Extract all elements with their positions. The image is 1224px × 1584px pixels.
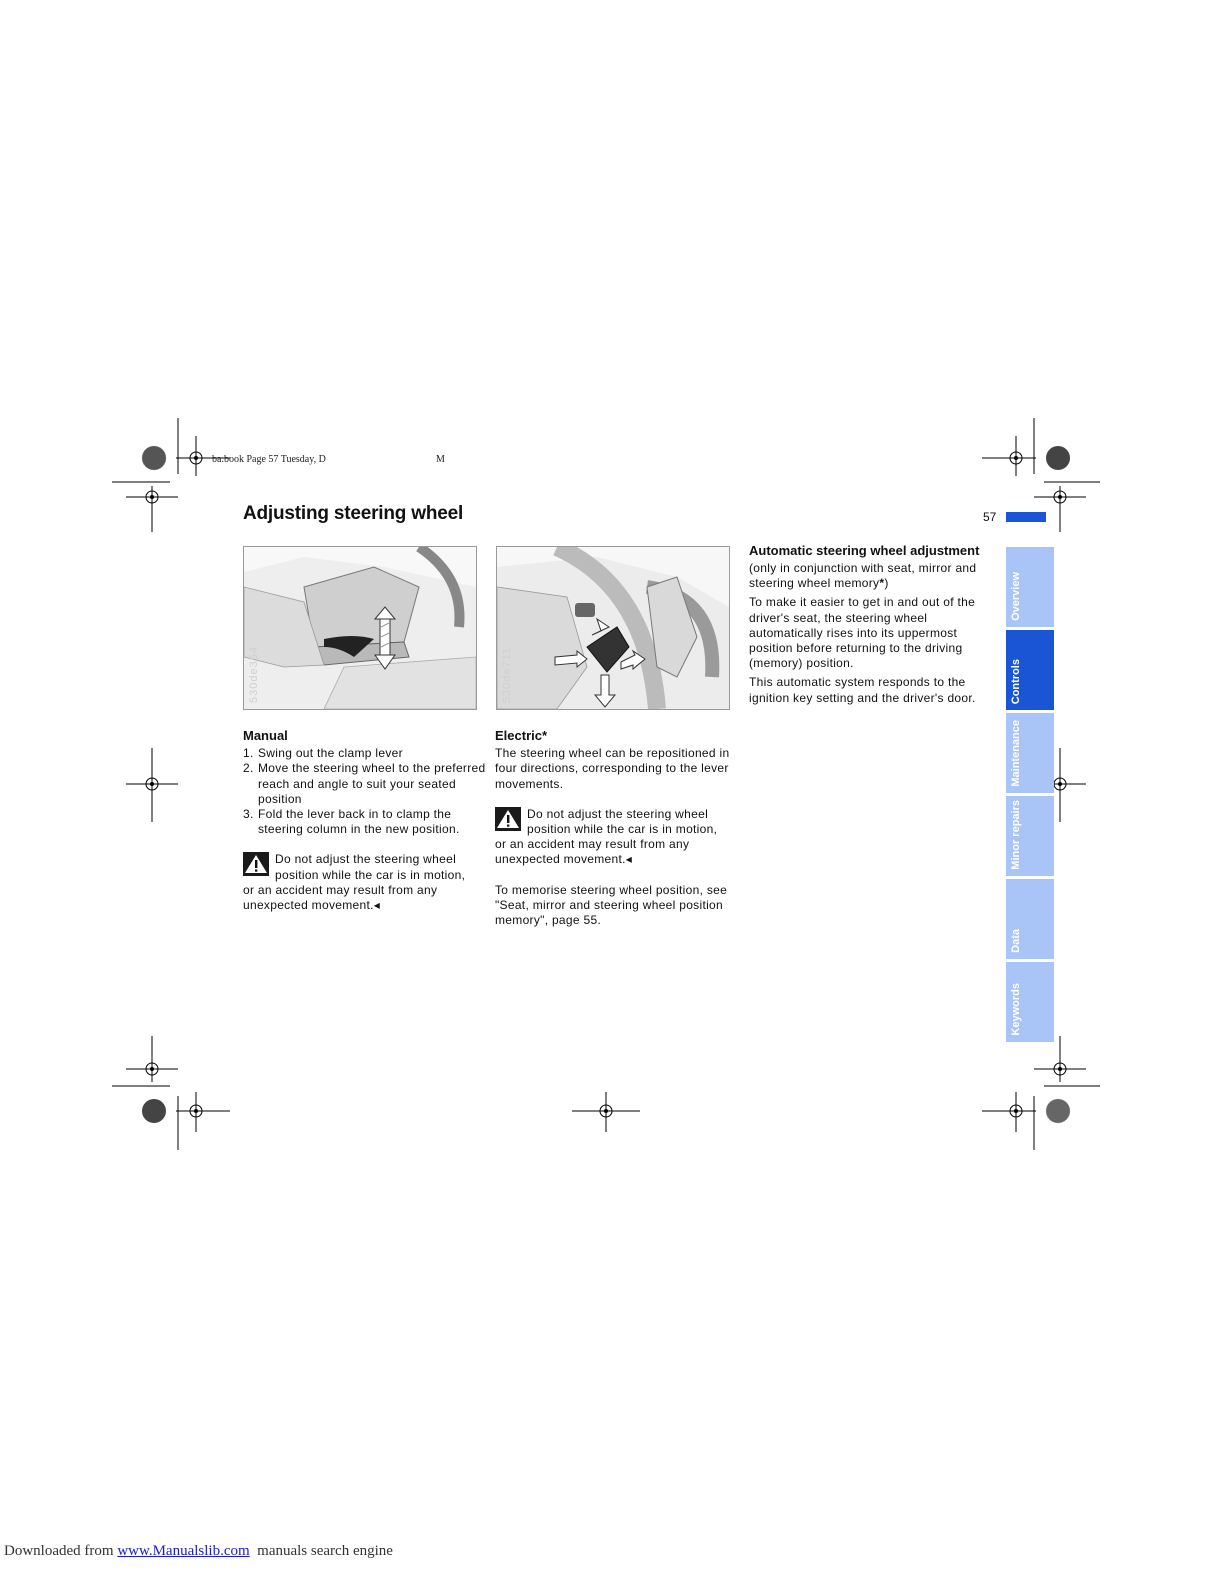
tab-data[interactable] [1006,879,1054,959]
automatic-note [749,561,989,591]
download-footer [4,1543,393,1560]
print-header-info: ba.book Page 57 Tuesday, D [212,454,326,465]
manualslib-link[interactable]: www.Manualslib.com [117,1543,250,1559]
warning-icon [243,852,269,876]
step-number: 2. [243,761,254,776]
warning-text-rest: or an accident may result from any unexpected movement. [495,837,690,867]
list-item [243,746,488,761]
warning-icon [495,807,521,831]
end-mark: ◂ [625,852,633,867]
list-item [243,761,488,807]
list-item [243,807,488,837]
tab-maintenance[interactable] [1006,713,1054,793]
tab-label: Maintenance [1010,720,1022,787]
step-number: 1. [243,746,254,761]
page-number-bar [1006,512,1046,522]
page-number: 57 [983,510,997,524]
electric-warning [495,807,740,868]
optional-star: * [541,728,548,743]
figure-code: 530de354 [248,646,260,703]
tab-label: Controls [1010,658,1022,704]
note-text: (only in conjunction with seat, mirror and steering wheel memory [749,561,977,591]
manual-section [243,728,488,913]
tab-keywords[interactable] [1006,962,1054,1042]
electric-lever-illustration [497,547,729,709]
note-close: ) [884,576,889,591]
step-text: Swing out the clamp lever [258,746,403,761]
tab-controls[interactable] [1006,630,1054,710]
footer-suffix: manuals search engine [249,1543,393,1559]
manual-lever-illustration [244,547,476,709]
footer-prefix: Downloaded from [4,1543,118,1559]
automatic-heading: Automatic steering wheel adjustment [749,543,980,558]
tab-label: Minor repairs [1010,800,1022,870]
optional-star: * [879,576,885,591]
warning-text-first: Do not adjust the steering wheel position while the car is in motion, [275,852,466,882]
memorise-reference: To memorise steering wheel position, see "Seat, mirror and steering wheel position memory", page 55. [495,882,728,928]
electric-adjustment-figure [496,546,730,710]
electric-heading-text: Electric [495,728,542,743]
automatic-para-2: This automatic system responds to the ignition key setting and the driver's door. [749,675,976,705]
electric-heading [495,728,740,743]
manual-adjustment-figure [243,546,477,710]
tab-overview[interactable] [1006,547,1054,627]
print-header-marker: M [436,454,445,465]
electric-section [495,728,740,928]
automatic-section [749,543,989,706]
step-text: Fold the lever back in to clamp the steering column in the new position. [258,807,460,837]
manual-warning [243,852,488,913]
warning-text-first: Do not adjust the steering wheel position while the car is in motion, [527,806,718,837]
manual-steps [243,746,488,837]
step-text: Move the steering wheel to the preferred reach and angle to suit your seated position [258,761,486,806]
automatic-para-1: To make it easier to get in and out of the driver's seat, the steering wheel automatically rises into its uppermost position before returning to the driving (memory) position. [749,595,976,671]
warning-text-rest: or an accident may result from any unexpected movement. [243,882,438,913]
page-title: Adjusting steering wheel [243,503,464,524]
electric-intro: The steering wheel can be repositioned in four directions, corresponding to the lever movements. [495,746,730,791]
end-mark: ◂ [373,898,381,913]
tab-label: Keywords [1010,983,1022,1036]
manual-heading: Manual [243,728,288,743]
step-number: 3. [243,807,254,822]
tab-label: Overview [1010,572,1022,621]
figure-code: 530de711 [501,646,513,703]
tab-minor-repairs[interactable] [1006,796,1054,876]
tab-label: Data [1010,929,1022,953]
